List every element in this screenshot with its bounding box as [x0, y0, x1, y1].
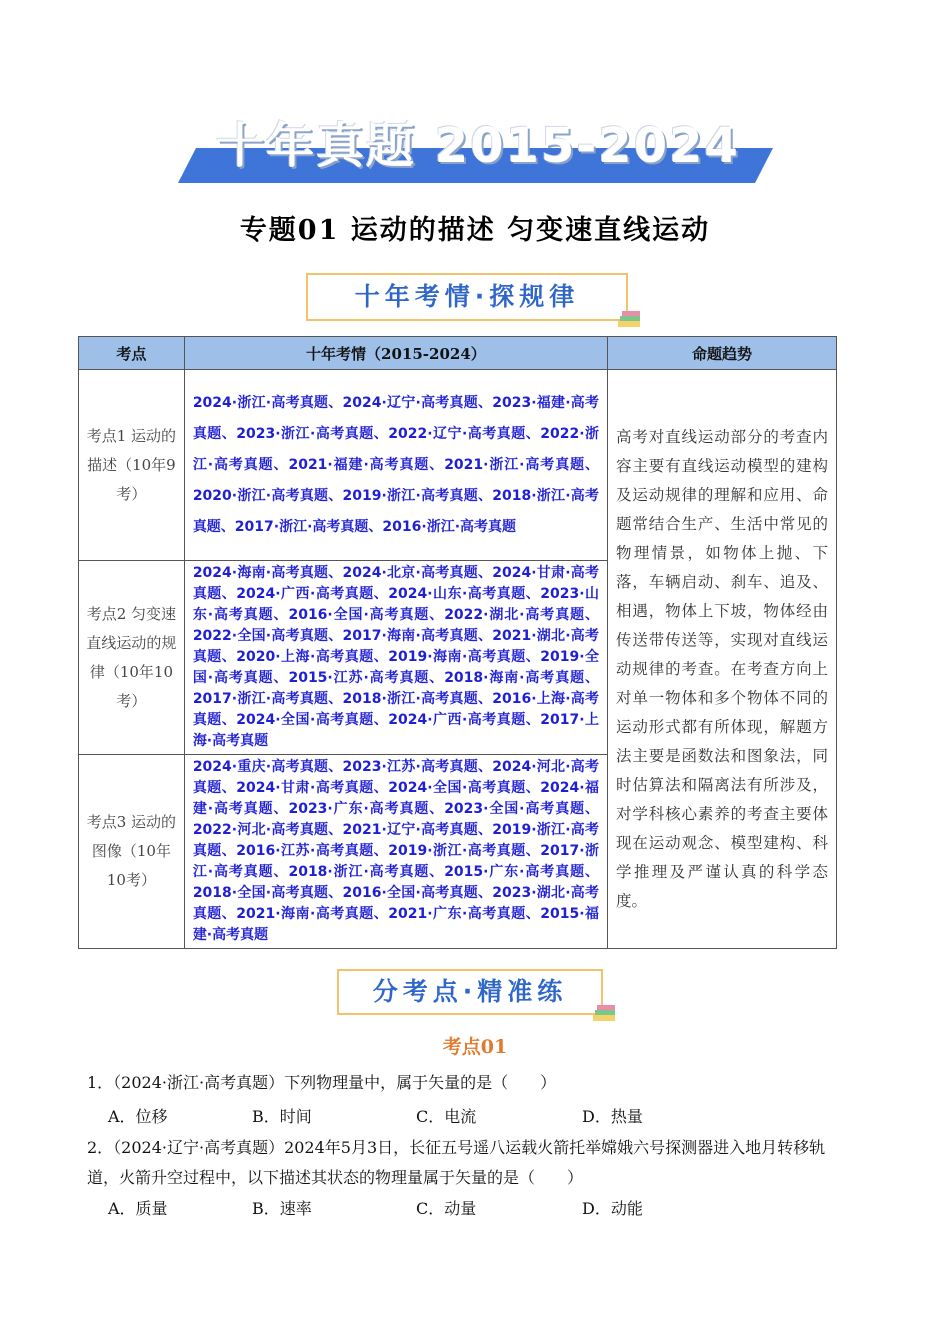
kaodian-cell: 考点2 匀变速直线运动的规律（10年10考） — [79, 561, 185, 755]
section-heading-trends — [306, 273, 628, 321]
section-heading-label: 十年考情·探规律 — [354, 282, 580, 311]
option-a: A．质量 — [108, 1199, 168, 1218]
question-2-line-2: 道，火箭升空过程中，以下描述其状态的物理量属于矢量的是（ ） — [87, 1168, 584, 1187]
header-years: 十年考情（2015-2024） — [184, 337, 607, 370]
option-c: C．电流 — [416, 1107, 477, 1126]
kaodian-cell: 考点3 运动的图像（10年10考） — [79, 755, 185, 949]
years-cell: 2024·重庆·高考真题、2023·江苏·高考真题、2024·河北·高考真题、2024·甘肃·高考真题、2024·全国·高考真题、2024·福建·高考真题、2023·广东·高考真题、2023·全国·高考真题、2022·河北·高考真题、2021·辽宁·高考真题、2019·浙江·高考真题、2016·江苏·高考真题、2019·浙江·高考真题、2017·浙江·高考真题、2018·浙江·高考真题、2015·广东·高考真题、2018·全国·高考真题、2016·全国·高考真题、2023·湖北·高考真题、2021·海南·高考真题、2021·广东·高考真题、2015·福建·高考真题 — [184, 755, 607, 949]
kaodian-cell: 考点1 运动的描述（10年9考） — [79, 370, 185, 561]
option-a: A．位移 — [108, 1107, 168, 1126]
table-header-row — [79, 337, 837, 370]
section-heading-practice — [337, 969, 603, 1015]
option-d: D．热量 — [582, 1107, 643, 1126]
option-b: B．时间 — [252, 1107, 312, 1126]
title-banner — [178, 118, 773, 188]
option-c: C．动量 — [416, 1199, 477, 1218]
option-b: B．速率 — [252, 1199, 312, 1218]
exam-stats-table — [78, 336, 837, 949]
header-trend: 命题趋势 — [608, 337, 837, 370]
header-kaodian: 考点 — [79, 337, 185, 370]
years-cell: 2024·海南·高考真题、2024·北京·高考真题、2024·甘肃·高考真题、2024·广西·高考真题、2024·山东·高考真题、2023·山东·高考真题、2016·全国·高考真题、2022·湖北·高考真题、2022·全国·高考真题、2017·海南·高考真题、2021·湖北·高考真题、2020·上海·高考真题、2019·海南·高考真题、2019·全国·高考真题、2015·江苏·高考真题、2018·海南·高考真题、2017·浙江·高考真题、2018·浙江·高考真题、2016·上海·高考真题、2024·全国·高考真题、2024·广西·高考真题、2017·上海·高考真题 — [184, 561, 607, 755]
books-icon — [591, 1003, 619, 1025]
page-title: 专题01 运动的描述 匀变速直线运动 — [239, 215, 711, 246]
books-icon — [616, 309, 644, 331]
years-cell: 2024·浙江·高考真题、2024·辽宁·高考真题、2023·福建·高考真题、2023·浙江·高考真题、2022·辽宁·高考真题、2022·浙江·高考真题、2021·福建·高考真题、2021·浙江·高考真题、2020·浙江·高考真题、2019·浙江·高考真题、2018·浙江·高考真题、2017·浙江·高考真题、2016·浙江·高考真题 — [184, 370, 607, 561]
option-d: D．动能 — [582, 1199, 643, 1218]
section-heading-label: 分考点·精准练 — [372, 977, 568, 1006]
question-1: 1．（2024·浙江·高考真题）下列物理量中，属于矢量的是（ ） — [87, 1073, 557, 1092]
question-2-line-1: 2．（2024·辽宁·高考真题）2024年5月3日，长征五号遥八运载火箭托举嫦娥六号探测器进入地月转移轨 — [87, 1138, 826, 1157]
table-row — [79, 370, 837, 561]
trend-cell: 高考对直线运动部分的考查内容主要有直线运动模型的建构及运动规律的理解和应用、命题常结合生产、生活中常见的物理情景，如物体上抛、下落，车辆启动、刹车、追及、相遇，物体上下坡，物体经由传送带传送等，实现对直线运动规律的考查。在考查方向上对单一物体和多个物体不同的运动形式都有所体现，解题方法主要是函数法和图象法，同时估算法和隔离法有所涉及，对学科核心素养的考查主要体现在运动观念、模型建构、科学推理及严谨认真的科学态度。 — [608, 370, 837, 949]
banner-title: 十年真题 2015-2024 — [216, 118, 740, 174]
kaodian-heading: 考点01 — [442, 1036, 508, 1058]
